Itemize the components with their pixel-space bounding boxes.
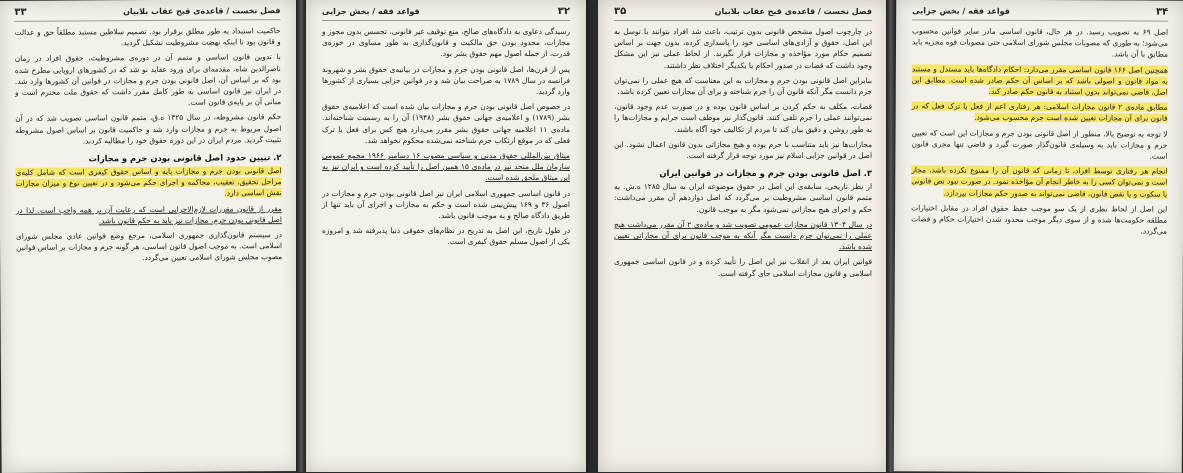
paragraph: میثاق بین‌المللی حقوق مدنی و سیاسی مصوب ۱۶ دسامبر ۱۹۶۶ مجمع عمومی سازمان ملل متحد نیز در ماده‌ی ۱۵ همین اصل را تأیید کرده است و ایران نیز به این میثاق ملحق شده است.: [322, 151, 570, 183]
paragraph: پس از قرن‌ها، اصل قانونی بودن جرم و مجازات در بیانیه‌ی حقوق بشر و شهروند فرانسه در سال ۱۷۸۹ به صراحت بیان شد و در قوانین جزایی بسیاری از کشورها وارد گردید.: [322, 64, 570, 97]
paragraph: در سیستم قانون‌گذاری جمهوری اسلامی، مرجع وضع قوانین عادی مجلس شورای اسلامی است. به موجب اصول قانون اساسی، هر گونه جرم و مجازات بر اساس قوانین مصوب مجلس شورای اسلامی تعیین می‌گردد.: [15, 230, 283, 263]
page-number: ۳۳: [14, 6, 27, 18]
paragraph: از نظر تاریخی، سابقه‌ی این اصل در حقوق موضوعه ایران به سال ۱۲۸۵ ه.ش. به متمم قانون اساسی مشروطیت بر می‌گردد که اصل دوازدهم آن مقرر می‌داشت: حکم و اجرای هیچ مجازاتی نمی‌شود مگر به موجب قانون.: [614, 182, 872, 214]
section-heading: ۲. تبیین حدود اصل قانونی بودن جرم و مجازات: [88, 152, 282, 164]
paragraph: در خصوص اصل قانونی بودن جرم و مجازات بیان شده است که اعلامیه‌ی حقوق بشر (۱۷۸۹) و اعلامیه‌ی جهانی حقوق بشر (۱۹۴۸) آن را به رسمیت شناخته‌اند. ماده‌ی ۱۱ اعلامیه جهانی حقوق بشر مقرر می‌دارد هیچ کس برای فعل یا ترک فعلی که در موقع ارتکاب جرم شناخته نمی‌شده محکوم نخواهد شد.: [322, 102, 570, 145]
page-header: [322, 6, 570, 21]
book-page-35: [598, 0, 888, 472]
highlighted-text: اصل قانونی بودن جرم و مجازات پایه و اساس حقوق کیفری است که شامل کلیه‌ی مراحل تحقیق، تعقیب، محاکمه و اجرای حکم می‌شود و در تعیین نوع و میزان مجازات نقش اساسی دارد.: [15, 166, 282, 198]
page-header-title: فصل نخست / قاعده‌ی قبح عقاب بلابیان: [714, 7, 872, 16]
paragraph: [912, 63, 1168, 98]
scan-separator: [586, 0, 592, 472]
paragraph: مجازات‌ها نیز باید متناسب با جرم بوده و هیچ مجازاتی بدون قانون اعمال نشود. این اصل در قوانین جزایی اسلام نیز مورد توجه قرار گرفته است.: [614, 139, 872, 161]
paragraph: در قانون اساسی جمهوری اسلامی ایران نیز اصل قانونی بودن جرم و مجازات در اصول ۳۶ و ۱۶۹ پیش‌بینی شده است و حکم به مجازات و اجرای آن باید تنها از طریق دادگاه صالح و به موجب قانون باشد.: [322, 188, 570, 221]
paragraph: قوانین ایران بعد از انقلاب نیز این اصل را تأیید کرده و در قانون اساسی جمهوری اسلامی و قانون مجازات اسلامی جای گرفته است.: [614, 257, 872, 278]
paragraph: رسیدگی دعاوی به دادگاه‌های صالح، منع توقیف غیر قانونی، تجسس بدون مجوز و مجازات، محدود بودن حق مالکیت و قانون‌گذاری به طور مساوی در حوزه‌ی قدرت، از جمله اصول مهم حقوق بشر بود.: [322, 27, 570, 59]
highlighted-text: انجام هر رفتاری توسط افراد، تا زمانی که قانون آن را ممنوع نکرده باشد، مجاز است و نمی‌توان کسی را به خاطر انجام آن مؤاخذه نمود. در صورت نبود نص قانونی یا سکوت و یا نقص قانون، قاضی نمی‌تواند به صدور حکم مجازات بپردازد.: [911, 165, 1168, 199]
paragraph: مقرر از قانون مقررات لازم‌الاجرایی است که رعایت آن بر همه واجب است. لذا در اصل قانونی بودن جرم، مجازات نیز باید به حکم قانون باشد.: [15, 203, 282, 226]
page-header: [912, 5, 1168, 21]
paragraph: در سال ۱۳۰۴ قانون مجازات عمومی تصویب شد و ماده‌ی ۲ آن مقرر می‌داشت هیچ عملی را نمی‌توان جرم دانست مگر آنکه به موجب قانون برای آن مجازاتی تعیین شده باشد.: [614, 219, 872, 252]
page-number: ۳۴: [1155, 6, 1169, 18]
paragraph: در طول تاریخ، این اصل به تدریج در نظام‌های حقوقی دنیا پذیرفته شد و امروزه یکی از اصول مسلم حقوق کیفری است.: [322, 226, 570, 247]
page-number: ۳۲: [557, 6, 570, 17]
paragraph: اصل ۶۹ به تصویب رسید. در هر حال، قانون اساسی مادر سایر قوانین محسوب می‌شود؛ به طوری که مصوبات مجلس شورای اسلامی حتی مصوبات قوه مجریه باید مطابق با آن باشد.: [911, 26, 1169, 60]
paragraph: [911, 165, 1167, 200]
highlighted-text: مطابق ماده‌ی ۲ قانون مجازات اسلامی: هر رفتاری اعم از فعل یا ترک فعل که در قانون برای آن مجازات تعیین شده است جرم محسوب می‌شود.: [911, 101, 1168, 124]
book-page-32: [306, 0, 586, 472]
paragraph: بنابراین اصل قانونی بودن جرم و مجازات به این معناست که هیچ عملی را نمی‌توان جرم دانست مگر آنکه قانون آن را جرم شناخته و برای آن مجازات تعیین کرده باشد.: [614, 75, 872, 97]
page-number: ۳۵: [614, 6, 627, 17]
paragraph: حاکمیت استبداد به طور مطلق برقرار بود. تصمیم سلاطین مستبد مطلقاً حق و عدالت و قانون بود تا اینکه نهضت مشروطیت تشکیل گردید.: [14, 26, 281, 48]
highlighted-text: همچنین اصل ۱۶۶ قانون اساسی مقرر می‌دارد: احکام دادگاه‌ها باید مستدل و مستند به مواد قانون و اصولی باشد که بر اساس آن حکم صادر شده است. مطابق این اصل، قاضی نمی‌تواند بدون استناد به قانون حکم صادر کند.: [911, 63, 1168, 97]
paragraph: [16, 165, 282, 200]
page-header-title: فصل نخست / قاعده‌ی قبح عقاب بلابیان: [123, 6, 281, 17]
book-gutter: [296, 0, 306, 472]
page-header: [14, 5, 280, 22]
book-page-34: [894, 0, 1183, 473]
paragraph: این اصل از لحاظ نظری از یک سو موجب حفظ حقوق افراد در مقابل اختیارات مطلقه حکومت‌ها شده و از سوی دیگر موجب محدود شدن اختیارات حکام و قضات می‌گردد.: [911, 203, 1168, 236]
page-header: [614, 6, 872, 21]
book-page-33: [0, 0, 300, 473]
page-header-title: قواعد فقه / بخش جزایی: [322, 7, 420, 16]
paragraph: در چارچوب اصول مشخص قانونی بدون ترتیب، باعث شد افراد بتوانند با توسل به این اصل، حقوق و آزادی‌های اساسی خود را پاسداری کرده، بدون جهت بر اساس تصمیم حکام مورد مؤاخذه و مجازات قرار نگیرند. از لحاظ عملی نیز این مشکل وجود داشت که قضات در صدور احکام با یکدیگر اختلاف نظر داشتند.: [614, 27, 872, 70]
paragraph: قضات، مکلف به حکم کردن بر اساس قانون بوده و در صورت عدم وجود قانون، نمی‌توانند عملی را جرم تلقی کنند. قانون‌گذار نیز موظف است جرایم و مجازات‌ها را به طور روشن و دقیق بیان کند تا مردم از تکالیف خود آگاه باشند.: [614, 102, 872, 134]
page-header-title: قواعد فقه / بخش جزایی: [912, 6, 1010, 16]
section-heading: ۳. اصل قانونی بودن جرم و مجازات در قوانین ایران: [659, 168, 872, 179]
paragraph: [912, 101, 1168, 125]
paragraph: لا توجه به توضیح بالا، منظور از اصل قانونی بودن جرم و مجازات این است که تعیین جرم و مجازات باید به وسیله‌ی قانون‌گذار صورت گیرد و قاضی تنها مجری قانون است.: [911, 127, 1168, 161]
paragraph: حکم قانون مشروطه، در سال ۱۳۲۵ ه.ق، متمم قانون اساسی تصویب شد که در آن اصول مربوط به جرم و مجازات وارد شد و حاکمیت قانون بر اساس اصول مشروطه تثبیت گردید. مردم ایران در این دوره حقوق خود را مطالبه کردند.: [15, 112, 282, 146]
paragraph: با تدوین قانون اساسی و متمم آن در دوره‌ی مشروطیت، حقوق افراد در زمان ناصرالدین شاه، مقدمه‌ای برای ورود عقاید نو شد که در کشورهای اروپایی مطرح شده بود که بر اساس آن، اصل قانونی بودن جرم و مجازات در قوانین آن کشورها وارد شد. در ایران نیز قانون اساسی به طور کامل مقرر داشت که حقوق ملت محترم است و مبانی آن بر پایه‌ی قانون است.: [14, 52, 282, 107]
